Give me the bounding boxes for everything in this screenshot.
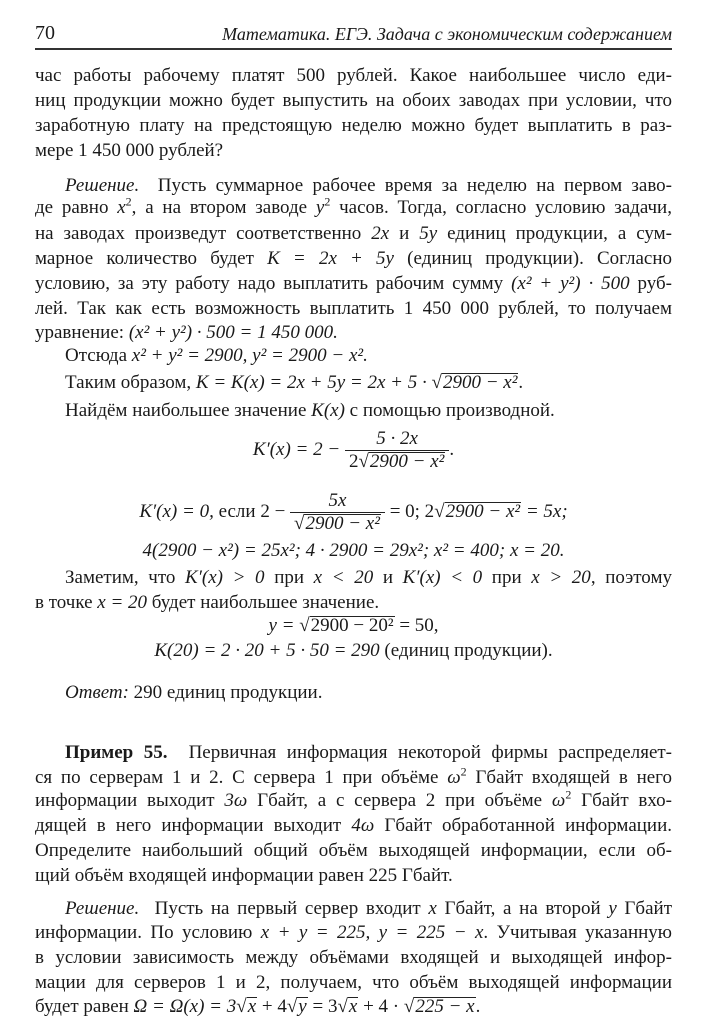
solution-line: в условии зависимость между объёмами входящей и выходящей инфор- <box>35 947 672 968</box>
text-segment: Найдём наибольшее значение <box>65 400 312 421</box>
text-segment: Заметим, что <box>65 567 186 588</box>
math-expression: K(20) = 2 · 20 + 5 · 50 = 290 <box>154 640 380 661</box>
math-expression: K′(x) < 0 <box>402 567 483 588</box>
math-expression: x = 20 <box>97 592 148 613</box>
text-segment: + 4 <box>257 996 287 1017</box>
math-expression: 2900 − x² <box>445 500 521 522</box>
math-expression: 2900 − x² <box>369 451 445 472</box>
math-expression: K′(x) = 0, <box>139 500 219 522</box>
problem-text-line: мере 1 450 000 рублей? <box>35 140 224 161</box>
math-expression: x + y = 225, y = 225 − x <box>260 922 484 943</box>
text-segment: 2 <box>565 787 572 802</box>
text-segment: . <box>475 996 481 1017</box>
text-segment: √ <box>286 996 298 1017</box>
math-expression: 4ω <box>351 815 375 836</box>
math-expression: x < 20 <box>313 567 374 588</box>
answer-label: Ответ: <box>65 682 129 703</box>
running-title: Математика. ЕГЭ. Задача с экономическим содержанием <box>222 24 672 44</box>
text-segment: . Учитывая указанную <box>483 922 672 943</box>
solution-line <box>35 320 672 345</box>
math-expression: 2900 − x² <box>305 513 380 534</box>
solution-line <box>65 398 672 423</box>
answer-line <box>65 680 672 705</box>
text-segment: Гбайт входящей в него <box>466 767 672 788</box>
problem-text-line: час работы рабочему платят 500 рублей. Какое наибольшее число еди- <box>35 65 672 86</box>
text-segment: будет наибольшее значение. <box>147 592 380 613</box>
math-expression: y <box>298 996 307 1017</box>
header-rule <box>35 48 672 50</box>
text-segment: = 3 <box>307 996 338 1017</box>
math-expression: (x² + y²) · 500 <box>511 273 630 294</box>
solution-line <box>35 271 672 296</box>
example-line <box>35 788 672 813</box>
text-segment: . <box>518 372 524 393</box>
math-expression: 5y <box>419 223 438 244</box>
text-segment: руб- <box>629 273 673 294</box>
math-expression: Ω = Ω(x) = 3 <box>133 996 237 1017</box>
solution-line <box>35 221 672 246</box>
math-expression: x² + y² = 2900, y² = 2900 − x². <box>131 345 368 366</box>
example-line: Определите наибольший общий объём выходящей информации, если об- <box>35 840 672 861</box>
text-segment: и <box>389 223 420 244</box>
equation-line <box>0 638 707 663</box>
text-segment: . <box>449 438 455 460</box>
text-segment: √ <box>403 996 415 1017</box>
math-expression: 225 − x <box>415 996 475 1017</box>
math-expression: x > 20 <box>531 567 591 588</box>
text-segment: информации выходит <box>35 790 225 811</box>
text-segment: (единиц продукции). <box>379 640 553 661</box>
text-segment: √ <box>337 996 348 1017</box>
solution-line <box>35 920 672 945</box>
math-expression: K = K(x) = 2x + 5y = 2x + 5 · <box>195 372 432 393</box>
text-segment: √ <box>358 451 369 472</box>
text-segment: будет равен <box>35 996 134 1017</box>
solution-line <box>65 565 672 590</box>
text-segment: уравнение: <box>35 322 129 343</box>
math-expression: y <box>315 197 325 218</box>
example-line <box>35 813 672 838</box>
text-segment: 2 − <box>260 500 291 522</box>
solution-label: Решение. <box>65 175 140 196</box>
example-line <box>35 765 672 790</box>
derivative-zero-formula <box>0 490 707 535</box>
solution-line <box>35 246 672 271</box>
math-expression: y = <box>268 615 300 636</box>
text-segment: 2 <box>348 451 359 472</box>
math-expression: K(x) <box>311 400 345 421</box>
math-expression: 3ω <box>224 790 248 811</box>
solution-line <box>35 994 672 1019</box>
solution-line: лей. Так как есть возможность выплатить 1 450 000 рублей, то получаем <box>35 298 672 319</box>
text-segment: на заводах произведут соответственно <box>35 223 372 244</box>
math-expression: 2900 − 20² <box>310 615 394 636</box>
text-segment: Гбайт обработанной информации. <box>374 815 673 836</box>
solution-label: Решение. <box>65 898 140 919</box>
text-segment: ся по серверам 1 и 2. С сервера 1 при объёме <box>35 767 448 788</box>
text-segment: и <box>373 567 403 588</box>
solution-line: Решение. Пусть суммарное рабочее время за неделю на первом заво- <box>65 175 673 196</box>
math-expression: K = 2x + 5y <box>267 248 394 269</box>
text-segment: 2 <box>460 764 467 779</box>
fraction <box>345 428 449 473</box>
solution-line <box>65 896 672 921</box>
text-segment: Гбайт <box>616 898 672 919</box>
text-segment: = 50, <box>394 615 439 636</box>
text-segment: , поэтому <box>590 567 672 588</box>
text-segment: дящей в него информации выходит <box>35 815 352 836</box>
example-line: щий объём входящей информации равен 225 Гбайт. <box>35 865 453 886</box>
math-expression: ω <box>551 790 566 811</box>
text-segment: де равно <box>35 197 118 218</box>
text-segment: √ <box>434 500 445 522</box>
text-segment: (единиц продукции). Согласно <box>394 248 673 269</box>
text-segment: 2 <box>125 194 132 209</box>
derivative-formula <box>0 428 707 473</box>
solution-line <box>35 590 672 615</box>
text-segment: √ <box>294 513 305 534</box>
text-segment: единиц продукции, а сум- <box>437 223 673 244</box>
text-segment: 290 единиц продукции. <box>128 682 323 703</box>
text-segment: Отсюда <box>65 345 132 366</box>
solution-line <box>65 343 672 368</box>
sqrt-sign: √ <box>431 372 442 393</box>
equation-line: 4(2900 − x²) = 25x²; 4 · 2900 = 29x²; x² = 400; x = 20. <box>142 540 565 561</box>
text-segment: информации. По условию <box>35 922 261 943</box>
text-segment: √ <box>236 996 247 1017</box>
text-segment <box>290 513 385 535</box>
math-expression: x <box>247 996 257 1017</box>
text-segment: , а на втором заводе <box>131 197 316 218</box>
text-segment: условию, за эту работу надо выплатить рабочим сумму <box>35 273 512 294</box>
text-segment <box>345 451 449 473</box>
text-segment: Гбайт, а с сервера 2 при объёме <box>247 790 552 811</box>
text-segment: марное количество будет <box>35 248 268 269</box>
math-expression: = 5x; <box>521 500 568 522</box>
text-segment: с помощью производной. <box>344 400 555 421</box>
page-number: 70 <box>35 22 55 44</box>
text-segment: Пусть на первый сервер входит <box>154 898 429 919</box>
math-expression: x <box>428 898 437 919</box>
fraction <box>290 490 385 535</box>
solution-line <box>65 370 672 395</box>
solution-line: мации для серверов 1 и 2, получаем, что объём выходящей информации <box>35 972 672 993</box>
math-expression: x <box>117 197 126 218</box>
math-expression: 2x <box>371 223 390 244</box>
math-expression: x <box>348 996 358 1017</box>
math-expression: 2900 − x² <box>442 372 518 393</box>
text-segment: Таким образом, <box>65 372 196 393</box>
text-segment: = 0; 2 <box>384 500 435 522</box>
math-expression: ω <box>447 767 461 788</box>
example-title: Пример 55. <box>65 742 168 763</box>
math-expression: 5 · 2x <box>345 428 449 451</box>
math-expression: (x² + y²) · 500 = 1 450 000. <box>128 322 338 343</box>
math-expression: 5x <box>290 490 385 513</box>
math-expression: K′(x) > 0 <box>185 567 265 588</box>
example-line <box>65 740 672 765</box>
problem-text-line: заработную плату на предстоящую неделю можно будет выплатить в раз- <box>35 115 672 136</box>
solution-line <box>35 195 672 220</box>
equation-line <box>0 613 707 638</box>
text-segment: √ <box>299 615 310 636</box>
problem-text-line: ниц продукции можно будет выпустить на обоих заводах при условии, что <box>35 90 672 111</box>
text-segment: Гбайт, а на второй <box>436 898 609 919</box>
text-segment: при <box>482 567 532 588</box>
math-expression: K′(x) = 2 − <box>252 438 345 460</box>
text-segment: + 4 · <box>358 996 404 1017</box>
text-segment: Гбайт вхо- <box>571 790 673 811</box>
text-segment: при <box>264 567 314 588</box>
text-segment: часов. Тогда, согласно условию задачи, <box>330 197 672 218</box>
text-segment: Первичная информация некоторой фирмы распределяет- <box>188 742 673 763</box>
text-segment: если <box>218 500 261 522</box>
text-segment: в точке <box>35 592 98 613</box>
text-segment: 2 <box>324 194 331 209</box>
math-expression: y <box>608 898 617 919</box>
